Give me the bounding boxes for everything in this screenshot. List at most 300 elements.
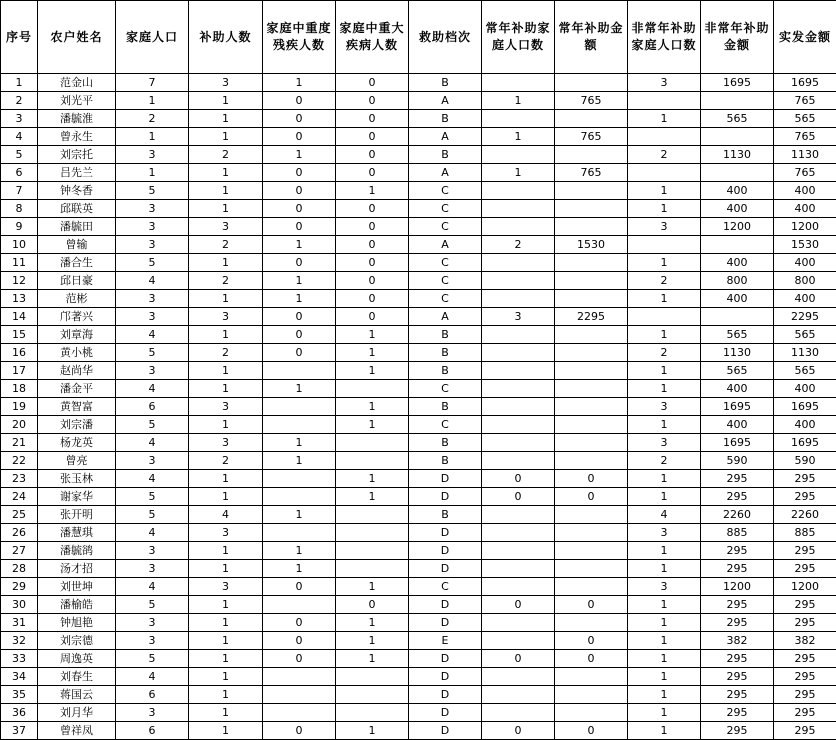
column-header: 序号 [1,1,38,74]
table-cell: 周逸英 [38,650,116,668]
table-cell: B [409,74,482,92]
table-cell: 22 [1,452,38,470]
table-cell: 2 [189,452,263,470]
table-cell: 295 [774,542,836,560]
table-cell: 4 [1,128,38,146]
table-cell: 27 [1,542,38,560]
column-header: 非常年补助家庭人口数 [628,1,701,74]
table-row [1,326,836,344]
table-cell: 4 [116,326,189,344]
table-cell: B [409,326,482,344]
table-cell: 2 [628,146,701,164]
table-cell: 24 [1,488,38,506]
table-cell [482,686,555,704]
table-row [1,362,836,380]
table-cell: 1695 [701,74,774,92]
table-cell: 295 [774,704,836,722]
table-cell: 565 [774,362,836,380]
table-cell: 2 [189,344,263,362]
table-cell: 11 [1,254,38,272]
table-cell: 0 [555,488,628,506]
table-cell: 3 [189,308,263,326]
table-cell: 5 [1,146,38,164]
table-cell [555,506,628,524]
table-cell: 3 [116,146,189,164]
table-row [1,560,836,578]
table-cell: 1 [482,92,555,110]
table-cell: 9 [1,218,38,236]
table-cell: 邝著兴 [38,308,116,326]
table-cell [628,128,701,146]
table-cell: 14 [1,308,38,326]
table-cell: 3 [189,524,263,542]
table-cell: 1 [263,434,336,452]
header-row [1,1,836,74]
table-cell: 26 [1,524,38,542]
table-cell: 0 [555,722,628,740]
table-row [1,92,836,110]
table-cell: 刘宗潘 [38,416,116,434]
table-row [1,506,836,524]
table-cell: 765 [774,92,836,110]
table-cell [482,200,555,218]
table-cell: 2260 [701,506,774,524]
table-cell: 1 [189,416,263,434]
table-cell [482,560,555,578]
table-cell [482,218,555,236]
table-cell [482,704,555,722]
table-cell: 5 [116,650,189,668]
table-cell: 0 [336,236,409,254]
table-cell: 刘章海 [38,326,116,344]
table-cell: 295 [701,560,774,578]
table-cell: 谢家华 [38,488,116,506]
table-cell: 3 [189,398,263,416]
table-cell: 1 [189,200,263,218]
table-row [1,146,836,164]
table-cell [482,398,555,416]
table-cell: 400 [701,254,774,272]
table-cell [482,632,555,650]
table-cell: 1 [189,164,263,182]
table-cell: 2 [628,344,701,362]
table-cell: 1 [189,632,263,650]
column-header: 常年补助家庭人口数 [482,1,555,74]
table-cell: 0 [482,650,555,668]
table-cell: 0 [336,110,409,128]
table-cell: 6 [116,398,189,416]
table-cell: 3 [116,362,189,380]
table-cell: 1 [189,614,263,632]
table-cell: 1 [189,110,263,128]
table-cell: 1 [189,596,263,614]
table-cell [555,182,628,200]
table-cell: 1 [189,686,263,704]
table-cell: A [409,164,482,182]
table-row [1,416,836,434]
table-cell: 1 [336,722,409,740]
table-cell: 1695 [701,398,774,416]
table-cell: 钟旭艳 [38,614,116,632]
table-cell: 赵尚华 [38,362,116,380]
table-cell: 295 [774,650,836,668]
table-cell: 21 [1,434,38,452]
table-cell: 2295 [774,308,836,326]
table-cell: 590 [701,452,774,470]
table-cell: D [409,542,482,560]
table-cell: 1 [189,380,263,398]
table-cell: 13 [1,290,38,308]
table-cell: 8 [1,200,38,218]
table-cell [555,218,628,236]
table-cell: 4 [116,668,189,686]
table-cell: 刘光平 [38,92,116,110]
table-cell: 杨龙英 [38,434,116,452]
table-cell: B [409,362,482,380]
table-cell [336,560,409,578]
table-cell: D [409,596,482,614]
table-cell [628,308,701,326]
table-cell: 潘慧琪 [38,524,116,542]
table-cell: 765 [555,92,628,110]
table-cell: 0 [263,110,336,128]
table-cell: 400 [701,290,774,308]
table-cell: C [409,200,482,218]
column-header: 家庭人口 [116,1,189,74]
table-row [1,182,836,200]
table-cell: C [409,578,482,596]
table-cell [482,668,555,686]
table-cell: 1 [336,182,409,200]
table-cell: 7 [116,74,189,92]
table-cell: 1130 [774,344,836,362]
table-cell: 4 [116,524,189,542]
table-row [1,200,836,218]
table-cell: 1 [263,272,336,290]
table-cell: 张开明 [38,506,116,524]
table-cell: 1 [1,74,38,92]
table-cell: 382 [774,632,836,650]
table-cell: 400 [701,380,774,398]
table-cell: 295 [701,704,774,722]
table-cell: 400 [774,182,836,200]
table-cell: D [409,722,482,740]
table-cell [555,110,628,128]
table-row [1,470,836,488]
table-cell: 3 [1,110,38,128]
table-cell: 0 [336,200,409,218]
table-cell: 2 [116,110,189,128]
table-cell: 0 [263,218,336,236]
table-cell: 4 [116,578,189,596]
table-cell [263,524,336,542]
table-cell: 潘榆皓 [38,596,116,614]
table-cell [555,326,628,344]
table-cell [336,434,409,452]
table-cell [555,452,628,470]
column-header: 补助人数 [189,1,263,74]
table-cell: 2 [189,146,263,164]
column-header: 常年补助金额 [555,1,628,74]
column-header: 家庭中重大疾病人数 [336,1,409,74]
table-cell: 1 [189,668,263,686]
table-cell: 刘世坤 [38,578,116,596]
table-cell [336,380,409,398]
table-cell: 0 [336,290,409,308]
table-cell: 0 [336,128,409,146]
table-cell: 295 [774,560,836,578]
table-cell: 1 [263,452,336,470]
table-cell: 33 [1,650,38,668]
table-cell: 1 [336,488,409,506]
table-cell [555,668,628,686]
table-cell: 0 [555,650,628,668]
table-cell: 0 [336,92,409,110]
column-header: 救助档次 [409,1,482,74]
table-cell: 1 [628,704,701,722]
table-cell: B [409,344,482,362]
table-cell: 3 [116,290,189,308]
table-cell [336,686,409,704]
table-cell: 1 [628,182,701,200]
table-cell [482,578,555,596]
table-cell: A [409,128,482,146]
table-cell [482,614,555,632]
table-cell: 1 [263,542,336,560]
table-cell: 1200 [701,218,774,236]
table-cell: 1 [189,92,263,110]
table-cell: 1 [482,164,555,182]
table-cell: 5 [116,344,189,362]
table-cell [482,254,555,272]
table-cell: 0 [336,308,409,326]
table-cell: 0 [263,308,336,326]
table-cell: 张玉林 [38,470,116,488]
table-cell: 1 [336,578,409,596]
table-cell: C [409,182,482,200]
table-cell: 潘毓淮 [38,110,116,128]
table-cell: 范金山 [38,74,116,92]
table-cell: 潘毓田 [38,218,116,236]
table-row [1,488,836,506]
table-cell: 5 [116,254,189,272]
table-cell: 1 [628,542,701,560]
table-cell: 2260 [774,506,836,524]
table-cell [336,542,409,560]
table-cell: 295 [701,650,774,668]
table-row [1,236,836,254]
table-cell: 1530 [774,236,836,254]
table-row [1,578,836,596]
table-cell: 1 [628,470,701,488]
table-cell: 885 [774,524,836,542]
table-cell: 3 [628,578,701,596]
table-cell [482,434,555,452]
table-cell: 400 [701,416,774,434]
table-cell: 3 [189,74,263,92]
table-cell: 35 [1,686,38,704]
table-row [1,704,836,722]
table-cell: 0 [482,722,555,740]
table-cell: 1 [336,470,409,488]
table-cell: 25 [1,506,38,524]
table-row [1,74,836,92]
table-cell: 黄小桃 [38,344,116,362]
table-cell: 刘宗托 [38,146,116,164]
table-cell: 1200 [701,578,774,596]
table-cell: B [409,452,482,470]
table-cell: 蒋国云 [38,686,116,704]
table-cell: 1130 [701,146,774,164]
table-cell: 潘毓鹆 [38,542,116,560]
table-cell [482,380,555,398]
table-cell [263,668,336,686]
table-cell: 885 [701,524,774,542]
table-cell: 295 [774,614,836,632]
table-cell: 4 [116,470,189,488]
table-cell: 1 [628,110,701,128]
table-cell: 1 [628,200,701,218]
table-cell: 3 [116,452,189,470]
table-cell: 765 [555,164,628,182]
table-cell: 565 [701,110,774,128]
table-cell: 765 [774,128,836,146]
table-cell: 0 [263,254,336,272]
table-cell [482,272,555,290]
table-cell [263,596,336,614]
table-cell: C [409,218,482,236]
table-cell: 1 [482,128,555,146]
table-cell: C [409,416,482,434]
table-cell: 765 [774,164,836,182]
table-cell: 295 [774,596,836,614]
table-cell: 1 [336,344,409,362]
table-cell: 1 [116,128,189,146]
table-cell: 565 [774,326,836,344]
table-cell [482,182,555,200]
table-cell: 刘月华 [38,704,116,722]
table-cell: 800 [701,272,774,290]
table-cell: 16 [1,344,38,362]
table-cell: 1 [263,74,336,92]
table-cell: 2 [628,272,701,290]
table-cell: 1 [628,488,701,506]
table-cell: 295 [701,686,774,704]
table-cell: 0 [263,128,336,146]
table-cell: 3 [482,308,555,326]
table-cell: 765 [555,128,628,146]
table-cell: 5 [116,596,189,614]
table-cell: 0 [555,632,628,650]
table-cell: 1 [263,560,336,578]
table-cell: 0 [336,272,409,290]
table-cell: C [409,290,482,308]
table-cell: 400 [774,380,836,398]
table-cell: 1 [263,236,336,254]
table-cell: 钟冬香 [38,182,116,200]
table-cell: 0 [336,596,409,614]
table-cell [336,524,409,542]
table-cell: 1 [189,704,263,722]
table-cell: 1 [263,146,336,164]
table-cell: 3 [116,542,189,560]
table-row [1,614,836,632]
table-cell [263,488,336,506]
table-cell: 邱联英 [38,200,116,218]
table-cell [701,236,774,254]
table-row [1,218,836,236]
table-cell: 30 [1,596,38,614]
table-cell: 邱日豪 [38,272,116,290]
table-cell: 20 [1,416,38,434]
table-cell: 5 [116,416,189,434]
table-cell: 0 [482,470,555,488]
table-cell [555,704,628,722]
table-cell [263,362,336,380]
table-cell: C [409,254,482,272]
table-cell: 3 [628,524,701,542]
table-cell [482,74,555,92]
table-cell: 295 [701,668,774,686]
table-cell: 0 [336,74,409,92]
table-cell: 15 [1,326,38,344]
table-cell: 1 [628,416,701,434]
table-cell: 1 [189,290,263,308]
table-cell: 0 [482,596,555,614]
table-cell: 2295 [555,308,628,326]
table-cell: 2 [189,236,263,254]
table-cell: 汤才招 [38,560,116,578]
table-cell: 潘合生 [38,254,116,272]
table-cell: 1 [628,254,701,272]
table-cell: 3 [189,578,263,596]
table-cell: 3 [628,74,701,92]
table-row [1,722,836,740]
table-row [1,380,836,398]
table-row [1,290,836,308]
table-cell: 565 [701,326,774,344]
table-row [1,596,836,614]
table-row [1,254,836,272]
table-cell: 4 [189,506,263,524]
table-cell: D [409,560,482,578]
table-cell: 1530 [555,236,628,254]
table-cell [482,110,555,128]
table-cell [263,704,336,722]
table-cell: 3 [116,200,189,218]
table-row [1,650,836,668]
table-cell: 4 [116,434,189,452]
table-cell: 1130 [701,344,774,362]
table-cell: 1130 [774,146,836,164]
table-cell: 1 [628,632,701,650]
table-cell [555,416,628,434]
table-cell: 0 [263,722,336,740]
table-cell: 4 [628,506,701,524]
table-cell: 0 [336,254,409,272]
table-cell: A [409,308,482,326]
table-row [1,128,836,146]
table-cell: 1 [189,560,263,578]
table-cell: 1 [189,470,263,488]
table-cell: 1 [263,290,336,308]
table-cell [555,398,628,416]
table-cell [482,326,555,344]
table-row [1,452,836,470]
table-row [1,542,836,560]
table-cell: 1 [189,182,263,200]
table-cell: 31 [1,614,38,632]
